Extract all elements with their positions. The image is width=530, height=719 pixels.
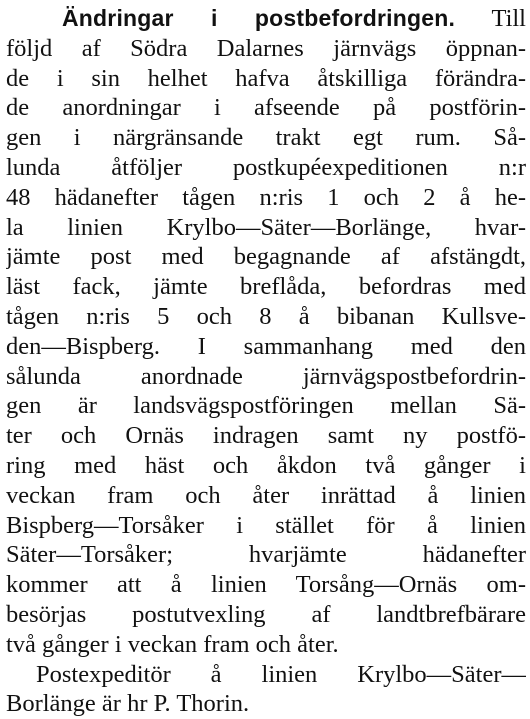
article-line: besörjas postutvexling af landtbrefbärare (6, 600, 526, 628)
article-line: två gånger i veckan fram och åter. (6, 630, 339, 658)
article-line: jämte post med begagnande af afstängdt, (6, 243, 526, 271)
article-line: sålunda anordnade järnvägspostbefordrin- (6, 362, 526, 390)
article-line: la linien Krylbo—Säter—Borlänge, hvar- (6, 213, 526, 241)
article-line: gen är landsvägspostföringen mellan Sä- (6, 392, 526, 420)
article-line: ter och Ornäs indragen samt ny postfö- (6, 422, 526, 450)
article-headline: Ändringar i postbefordringen. (62, 5, 456, 31)
article-line: följd af Södra Dalarnes järnvägs öppnan- (6, 34, 526, 62)
article-line: Borlänge är hr P. Thorin. (6, 690, 250, 718)
article-line: Bispberg—Torsåker i stället för å linien (6, 511, 526, 539)
article-line: kommer att å linien Torsång—Ornäs om- (6, 571, 526, 599)
article-line: 48 hädanefter tågen n:ris 1 och 2 å he- (6, 183, 526, 211)
article-line: Säter—Torsåker; hvarjämte hädanefter (6, 541, 526, 569)
article-line: Postexpeditör å linien Krylbo—Säter— (36, 660, 526, 688)
article-line: ring med häst och åkdon två gånger i (6, 451, 526, 479)
article-line: Till (491, 5, 526, 32)
article-line: veckan fram och åter inrättad å linien (6, 481, 526, 509)
article-line: gen i närgränsande trakt egt rum. Så- (6, 124, 526, 152)
article-first-line (6, 4, 526, 34)
article-line: de i sin helhet hafva åtskilliga förändra- (6, 64, 526, 92)
article-line: läst fack, jämte breflåda, befordras med (6, 273, 526, 301)
article-line: den—Bispberg. I sammanhang med den (6, 332, 526, 360)
article-line: de anordningar i afseende på postförin- (6, 94, 526, 122)
article-line: lunda åtföljer postkupéexpeditionen n:r (6, 153, 526, 181)
article-line: tågen n:ris 5 och 8 å bibanan Kullsve- (6, 302, 526, 330)
